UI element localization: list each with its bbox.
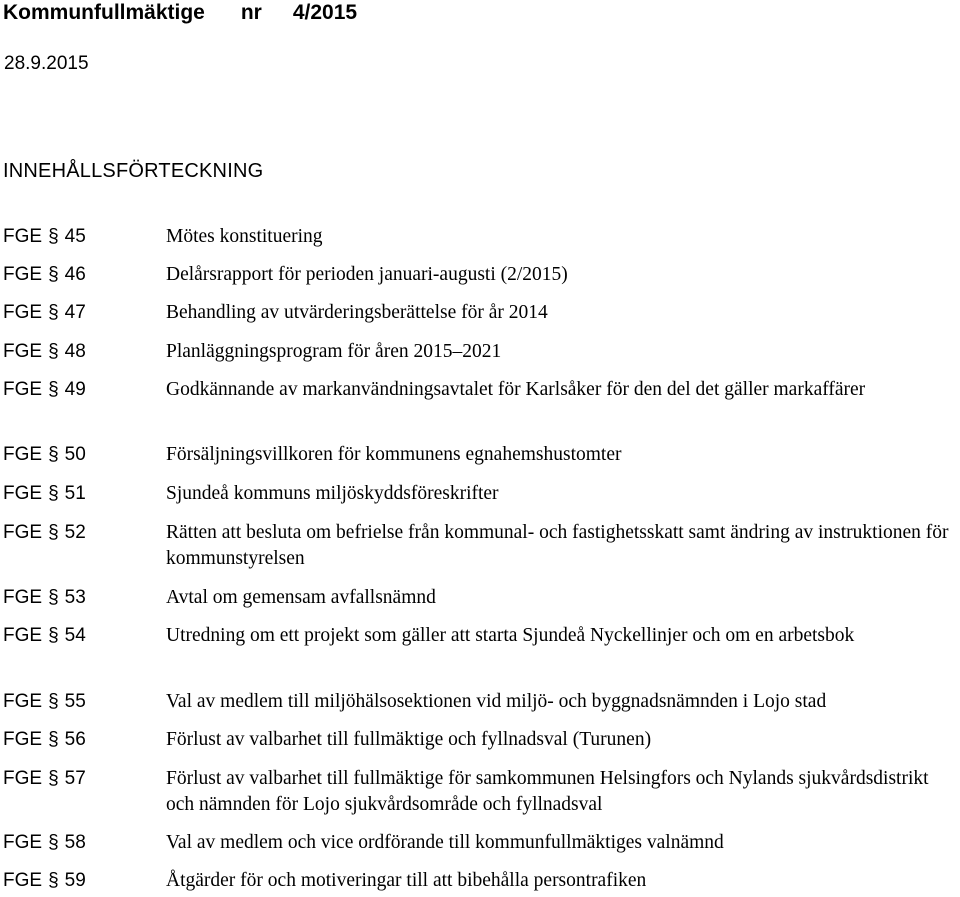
entry-number: 45 bbox=[64, 226, 86, 247]
section-sign: § bbox=[48, 264, 59, 285]
entry-code bbox=[3, 481, 86, 507]
entry-code bbox=[3, 300, 86, 326]
entry-prefix: FGE bbox=[3, 264, 43, 285]
entry-title: Delårsrapport för perioden januari-augusti (2/2015) bbox=[166, 264, 568, 285]
entry-number: 59 bbox=[64, 870, 86, 891]
entry-prefix: FGE bbox=[3, 226, 43, 247]
entry-title: Behandling av utvärderingsberättelse för år 2014 bbox=[166, 302, 548, 323]
title-body: Kommunfullmäktige bbox=[3, 1, 205, 24]
entry-title: Mötes konstituering bbox=[166, 226, 323, 247]
entry-prefix: FGE bbox=[3, 522, 43, 543]
entry-prefix: FGE bbox=[3, 729, 43, 750]
section-sign: § bbox=[48, 587, 59, 608]
entry-number: 54 bbox=[64, 625, 86, 646]
entry-title: Godkännande av markanvändningsavtalet för Karlsåker för den del det gäller markaffärer bbox=[166, 379, 866, 400]
entry-title: Val av medlem och vice ordförande till kommunfullmäktiges valnämnd bbox=[166, 832, 724, 853]
section-sign: § bbox=[48, 341, 59, 362]
entry-code bbox=[3, 585, 86, 611]
entry-number: 49 bbox=[64, 379, 86, 400]
entry-code bbox=[3, 520, 86, 546]
section-sign: § bbox=[48, 302, 59, 323]
entry-title: Planläggningsprogram för åren 2015–2021 bbox=[166, 341, 502, 362]
entry-title: Avtal om gemensam avfallsnämnd bbox=[166, 587, 436, 608]
entry-prefix: FGE bbox=[3, 587, 43, 608]
meeting-date: 28.9.2015 bbox=[4, 53, 89, 74]
entry-code bbox=[3, 339, 86, 365]
entry-number: 55 bbox=[64, 691, 86, 712]
section-sign: § bbox=[48, 832, 59, 853]
section-sign: § bbox=[48, 483, 59, 504]
entry-code bbox=[3, 830, 86, 856]
entry-code bbox=[3, 766, 86, 792]
entry-code bbox=[3, 623, 86, 649]
title-issue: 4/2015 bbox=[292, 1, 358, 24]
entry-number: 50 bbox=[64, 444, 86, 465]
document-title bbox=[3, 0, 357, 26]
entry-title: Sjundeå kommuns miljöskyddsföreskrifter bbox=[166, 483, 499, 504]
section-sign: § bbox=[48, 870, 59, 891]
entry-code bbox=[3, 262, 86, 288]
entry-number: 57 bbox=[64, 768, 86, 789]
toc-heading: INNEHÅLLSFÖRTECKNING bbox=[3, 160, 264, 182]
section-sign: § bbox=[48, 729, 59, 750]
entry-number: 47 bbox=[64, 302, 86, 323]
section-sign: § bbox=[48, 444, 59, 465]
entry-title: Rätten att besluta om befrielse från kommunal- och fastighetsskatt samt ändring av instruktionen för kommunstyrelsen bbox=[166, 522, 949, 569]
entry-prefix: FGE bbox=[3, 341, 43, 362]
section-sign: § bbox=[48, 226, 59, 247]
entry-title: Försäljningsvillkoren för kommunens egnahemshustomter bbox=[166, 444, 622, 465]
section-sign: § bbox=[48, 522, 59, 543]
entry-code bbox=[3, 224, 86, 250]
entry-prefix: FGE bbox=[3, 832, 43, 853]
section-sign: § bbox=[48, 768, 59, 789]
section-sign: § bbox=[48, 379, 59, 400]
entry-code bbox=[3, 377, 86, 403]
section-sign: § bbox=[48, 625, 59, 646]
entry-number: 46 bbox=[64, 264, 86, 285]
entry-prefix: FGE bbox=[3, 302, 43, 323]
entry-prefix: FGE bbox=[3, 691, 43, 712]
entry-code bbox=[3, 689, 86, 715]
entry-number: 51 bbox=[64, 483, 86, 504]
entry-prefix: FGE bbox=[3, 870, 43, 891]
entry-prefix: FGE bbox=[3, 768, 43, 789]
entry-title: Val av medlem till miljöhälsosektionen vid miljö- och byggnadsnämnden i Lojo stad bbox=[166, 691, 827, 712]
entry-code bbox=[3, 727, 86, 753]
entry-title: Utredning om ett projekt som gäller att starta Sjundeå Nyckellinjer och om en arbetsbok bbox=[166, 625, 855, 646]
entry-prefix: FGE bbox=[3, 625, 43, 646]
entry-number: 53 bbox=[64, 587, 86, 608]
entry-prefix: FGE bbox=[3, 444, 43, 465]
entry-title: Förlust av valbarhet till fullmäktige och fyllnadsval (Turunen) bbox=[166, 729, 652, 750]
entry-title: Förlust av valbarhet till fullmäktige för samkommunen Helsingfors och Nylands sjukvårdsdistrikt och nämnden för Lojo sjukvårdsområde och fyllnadsval bbox=[166, 768, 929, 815]
entry-number: 48 bbox=[64, 341, 86, 362]
entry-code bbox=[3, 868, 86, 894]
entry-number: 56 bbox=[64, 729, 86, 750]
title-nr: nr bbox=[240, 1, 262, 24]
entry-code bbox=[3, 442, 86, 468]
entry-prefix: FGE bbox=[3, 379, 43, 400]
entry-number: 58 bbox=[64, 832, 86, 853]
entry-title: Åtgärder för och motiveringar till att bibehålla persontrafiken bbox=[166, 870, 647, 891]
section-sign: § bbox=[48, 691, 59, 712]
entry-prefix: FGE bbox=[3, 483, 43, 504]
entry-number: 52 bbox=[64, 522, 86, 543]
